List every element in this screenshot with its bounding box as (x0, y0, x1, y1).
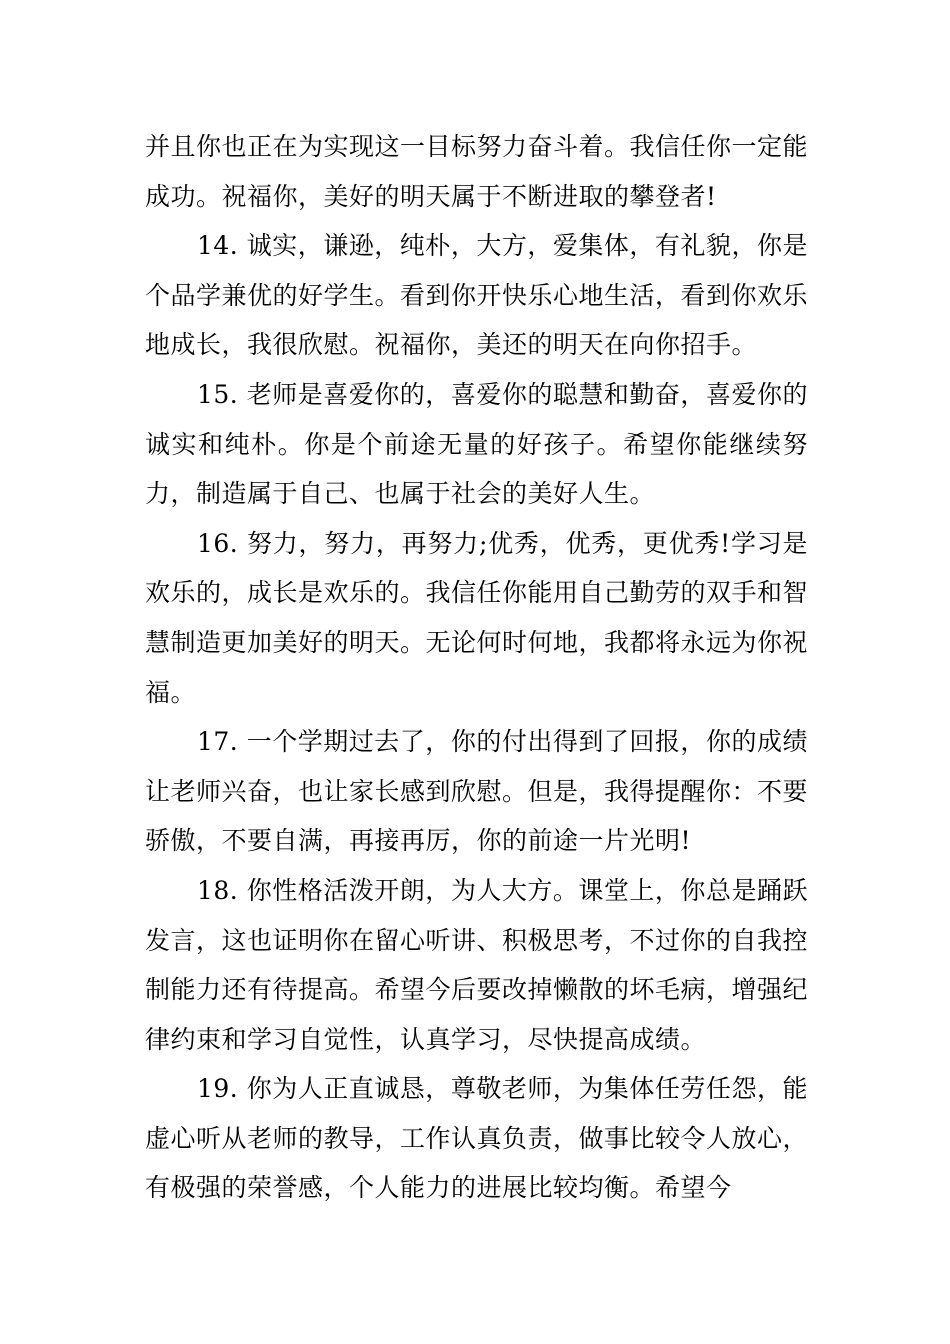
paragraph-item-14: 14. 诚实，谦逊，纯朴，大方，爱集体，有礼貌，你是个品学兼优的好学生。看到你开快乐心地生活，看到你欢乐地成长，我很欣慰。祝福你，美还的明天在向你招手。 (145, 231, 809, 360)
paragraph-item-16: 16. 努力，努力，再努力;优秀，优秀，更优秀!学习是欢乐的，成长是欢乐的。我信任你能用自己勤劳的双手和智慧制造更加美好的明天。无论何时何地，我都将永远为你祝福。 (145, 528, 809, 707)
paragraph-item-17: 17. 一个学期过去了，你的付出得到了回报，你的成绩让老师兴奋，也让家长感到欣慰。但是，我得提醒你：不要骄傲，不要自满，再接再厉，你的前途一片光明! (145, 727, 809, 856)
paragraph-continuation: 并且你也正在为实现这一目标努力奋斗着。我信任你一定能成功。祝福你，美好的明天属于不断进取的攀登者! (145, 132, 809, 211)
paragraph-item-15: 15. 老师是喜爱你的，喜爱你的聪慧和勤奋，喜爱你的诚实和纯朴。你是个前途无量的好孩子。希望你能继续努力，制造属于自己、也属于社会的美好人生。 (145, 379, 808, 509)
paragraph-item-19: 19. 你为人正直诚恳，尊敬老师，为集体任劳任怨，能虚心听从老师的教导，工作认真负责，做事比较令人放心，有极强的荣誉感，个人能力的进展比较均衡。希望今 (145, 1074, 809, 1203)
paragraph-item-18: 18. 你性格活泼开朗，为人大方。课堂上，你总是踊跃发言，这也证明你在留心听讲、积极思考，不过你的自我控制能力还有待提高。希望今后要改掉懒散的坏毛病，增强纪律约束和学习自觉性，认真学习，尽快提高成绩。 (145, 875, 809, 1054)
document-page (145, 122, 808, 1213)
